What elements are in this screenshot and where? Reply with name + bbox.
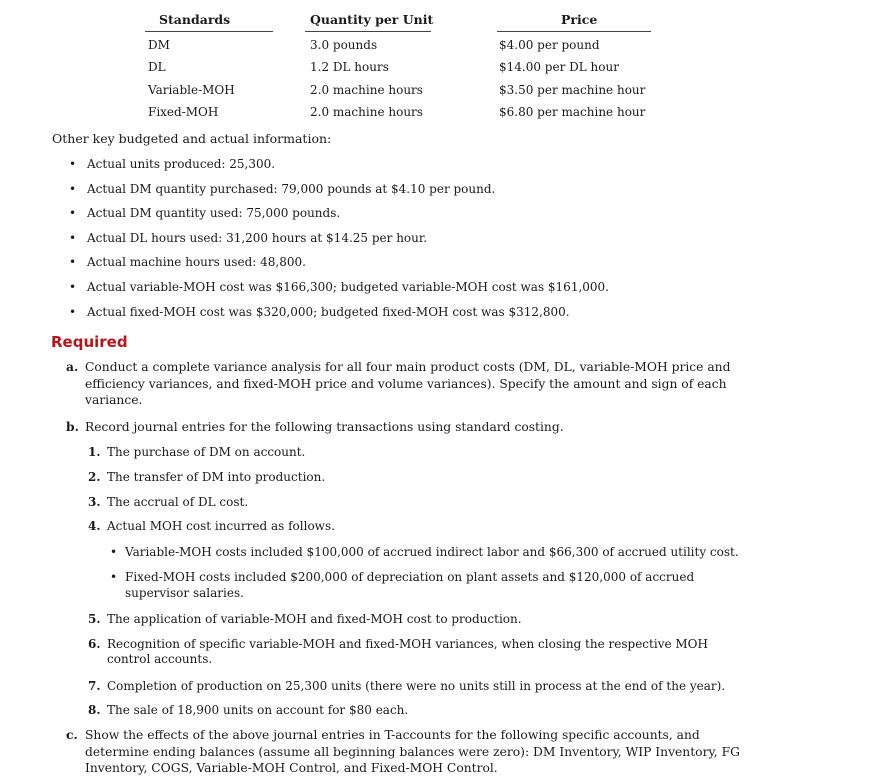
list-item bbox=[88, 470, 748, 485]
list-item: • Actual DM quantity used: 75,000 pounds. bbox=[65, 206, 609, 231]
part-text: Conduct a complete variance analysis for all four main product costs (DM, DL, variable-MOH price and efficiency variances, and fixed-MOH price and volume variances). Specify the amount and sign of each variance. bbox=[85, 360, 731, 407]
part-label: c. bbox=[66, 727, 78, 742]
item-number: 4. bbox=[88, 519, 101, 533]
item-number: 8. bbox=[88, 703, 101, 717]
item-number: 5. bbox=[88, 612, 101, 626]
moh-detail-item bbox=[110, 569, 750, 601]
part-text: Record journal entries for the following transactions using standard costing. bbox=[85, 420, 564, 434]
list-item: • Actual units produced: 25,300. bbox=[65, 157, 609, 182]
moh-detail-item bbox=[110, 544, 750, 560]
part-label: a. bbox=[66, 359, 79, 374]
list-item bbox=[88, 495, 748, 510]
row-quantity: 2.0 machine hours bbox=[310, 83, 423, 97]
row-price: $4.00 per pound bbox=[499, 38, 600, 52]
part-b bbox=[66, 419, 756, 436]
item-text: The transfer of DM into production. bbox=[107, 470, 326, 484]
bullet-icon: • bbox=[110, 570, 118, 584]
row-price: $6.80 per machine hour bbox=[499, 105, 646, 119]
item-number: 6. bbox=[88, 637, 101, 651]
header-price: Price bbox=[561, 12, 598, 27]
item-text: The sale of 18,900 units on account for $80 each. bbox=[107, 703, 409, 717]
item-text: Recognition of specific variable-MOH and fixed-MOH variances, when closing the respective MOH control accounts. bbox=[107, 637, 708, 666]
bullet-icon: • bbox=[110, 545, 118, 559]
header-rule bbox=[305, 31, 431, 32]
header-quantity: Quantity per Unit bbox=[310, 12, 434, 27]
row-quantity: 2.0 machine hours bbox=[310, 105, 423, 119]
detail-text: Variable-MOH costs included $100,000 of accrued indirect labor and $66,300 of accrued utility cost. bbox=[125, 545, 739, 559]
row-item: DL bbox=[148, 60, 166, 74]
list-item: • Actual fixed-MOH cost was $320,000; budgeted fixed-MOH cost was $312,800. bbox=[65, 305, 609, 330]
row-item: Variable-MOH bbox=[148, 83, 235, 97]
item-text: The purchase of DM on account. bbox=[107, 445, 306, 459]
list-item bbox=[88, 445, 748, 460]
intro-text: Other key budgeted and actual information: bbox=[52, 131, 332, 146]
item-number: 1. bbox=[88, 445, 101, 459]
list-item: • Actual DM quantity purchased: 79,000 pounds at $4.10 per pound. bbox=[65, 182, 609, 207]
required-heading: Required bbox=[51, 333, 128, 351]
list-item: • Actual DL hours used: 31,200 hours at $14.25 per hour. bbox=[65, 231, 609, 256]
list-item: • Actual variable-MOH cost was $166,300; budgeted variable-MOH cost was $161,000. bbox=[65, 280, 609, 305]
row-quantity: 1.2 DL hours bbox=[310, 60, 389, 74]
part-a bbox=[66, 359, 756, 409]
header-standards: Standards bbox=[159, 12, 231, 27]
detail-text: Fixed-MOH costs included $200,000 of depreciation on plant assets and $120,000 of accrued supervisor salaries. bbox=[125, 570, 695, 600]
list-item bbox=[88, 703, 748, 718]
header-rule bbox=[497, 31, 651, 32]
list-item bbox=[88, 519, 748, 534]
item-number: 3. bbox=[88, 495, 101, 509]
list-item bbox=[88, 612, 748, 627]
item-number: 2. bbox=[88, 470, 101, 484]
row-quantity: 3.0 pounds bbox=[310, 38, 378, 52]
list-item bbox=[88, 679, 758, 694]
part-label: b. bbox=[66, 419, 79, 434]
part-c bbox=[66, 727, 756, 777]
item-text: Actual MOH cost incurred as follows. bbox=[107, 519, 335, 533]
header-rule bbox=[145, 31, 273, 32]
list-item bbox=[88, 637, 748, 667]
item-text: The application of variable-MOH and fixed-MOH cost to production. bbox=[107, 612, 522, 626]
row-item: DM bbox=[148, 38, 170, 52]
row-price: $3.50 per machine hour bbox=[499, 83, 646, 97]
list-item: • Actual machine hours used: 48,800. bbox=[65, 255, 609, 280]
row-item: Fixed-MOH bbox=[148, 105, 219, 119]
item-text: The accrual of DL cost. bbox=[107, 495, 249, 509]
item-number: 7. bbox=[88, 679, 101, 693]
info-list bbox=[65, 157, 609, 329]
row-price: $14.00 per DL hour bbox=[499, 60, 619, 74]
part-text: Show the effects of the above journal entries in T-accounts for the following specific accounts, and determine ending balances (assume all beginning balances were zero): DM Inventory, WIP Inventory, FG Inventory, COGS, Variable-MOH Control, and Fixed-MOH Control. bbox=[85, 728, 740, 775]
item-text: Completion of production on 25,300 units (there were no units still in process at the end of the year). bbox=[107, 679, 726, 693]
